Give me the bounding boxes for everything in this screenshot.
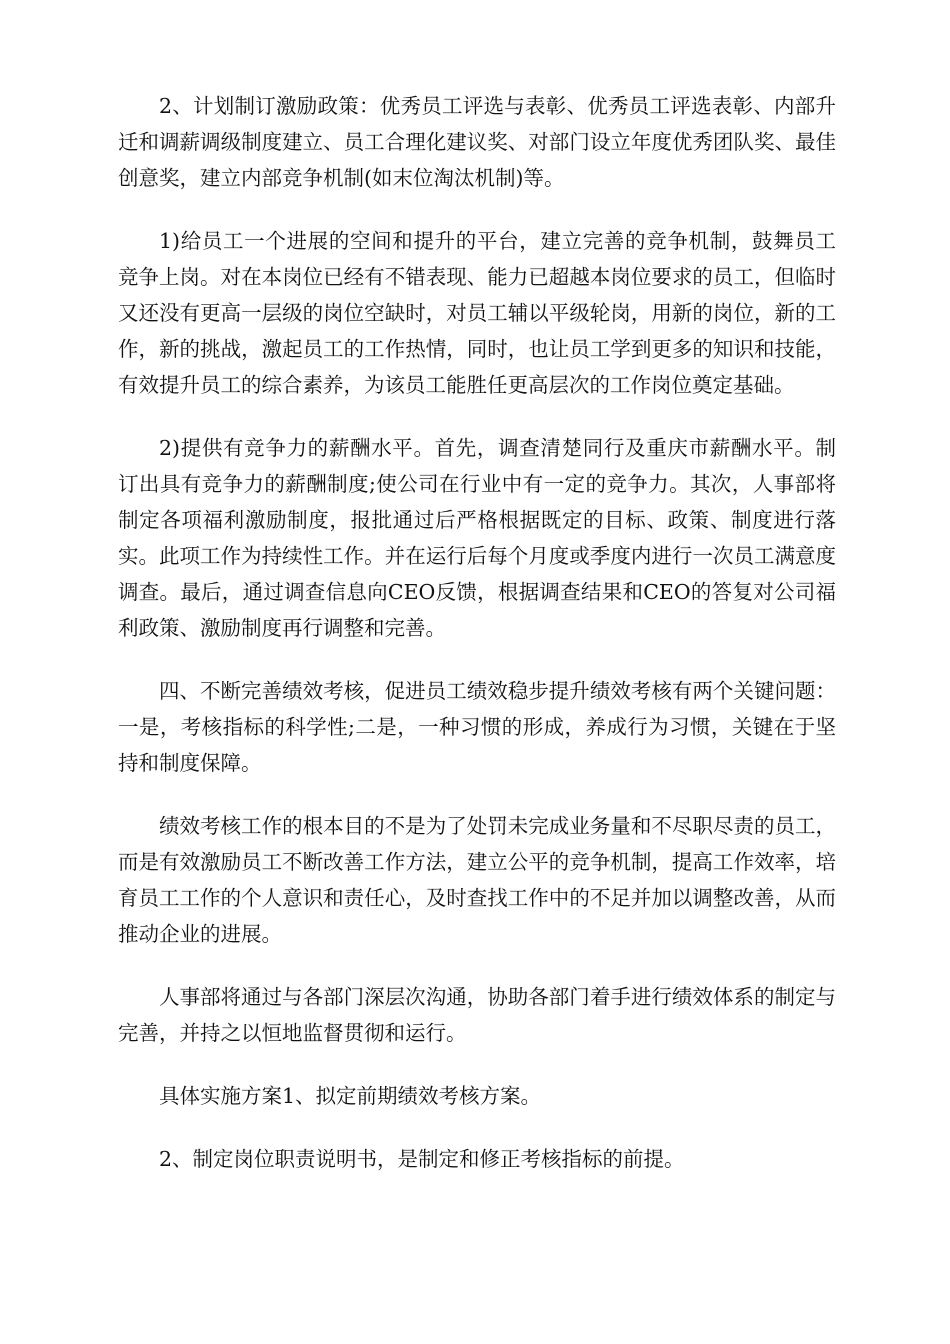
paragraph-implementation-plan: 具体实施方案1、拟定前期绩效考核方案。 bbox=[159, 1084, 542, 1108]
paragraph-performance-section: 四、不断完善绩效考核，促进员工绩效稳步提升绩效考核有两个关键问题：一是，考核指标的科学性;二是，一种习惯的形成，养成行为习惯，关键在于坚持和制度保障。 bbox=[118, 679, 836, 775]
paragraph-job-description: 2、制定岗位职责说明书，是制定和修正考核指标的前提。 bbox=[159, 1147, 685, 1171]
paragraph-promotion-platform: 1)给员工一个进展的空间和提升的平台，建立完善的竞争机制，鼓舞员工竞争上岗。对在本岗位已经有不错表现、能力已超越本岗位要求的员工，但临时又还没有更高一层级的岗位空缺时，对员工辅以平级轮岗，用新的岗位，新的工作，新的挑战，激起员工的工作热情，同时，也让员工学到更多的知识和技能，有效提升员工的综合素养，为该员工能胜任更高层次的工作岗位奠定基础。 bbox=[118, 229, 836, 397]
paragraph-incentive-policy: 2、计划制订激励政策：优秀员工评选与表彰、优秀员工评选表彰、内部升迁和调薪调级制度建立、员工合理化建议奖、对部门设立年度优秀团队奖、最佳创意奖，建立内部竞争机制(如末位淘汰机制)等。 bbox=[118, 94, 836, 190]
document-body bbox=[118, 88, 836, 1204]
paragraph-hr-communication: 人事部将通过与各部门深层次沟通，协助各部门着手进行绩效体系的制定与完善，并持之以恒地监督贯彻和运行。 bbox=[118, 985, 836, 1045]
paragraph-competitive-salary: 2)提供有竞争力的薪酬水平。首先，调查清楚同行及重庆市薪酬水平。制订出具有竞争力的薪酬制度;使公司在行业中有一定的竞争力。其次，人事部将制定各项福利激励制度，报批通过后严格根据既定的目标、政策、制度进行落实。此项工作为持续性工作。并在运行后每个月度或季度内进行一次员工满意度调查。最后，通过调查信息向CEO反馈，根据调查结果和CEO的答复对公司福利政策、激励制度再行调整和完善。 bbox=[118, 436, 836, 640]
paragraph-performance-purpose: 绩效考核工作的根本目的不是为了处罚未完成业务量和不尽职尽责的员工，而是有效激励员工不断改善工作方法，建立公平的竞争机制，提高工作效率，培育员工工作的个人意识和责任心，及时查找工作中的不足并加以调整改善，从而推动企业的进展。 bbox=[118, 814, 836, 946]
